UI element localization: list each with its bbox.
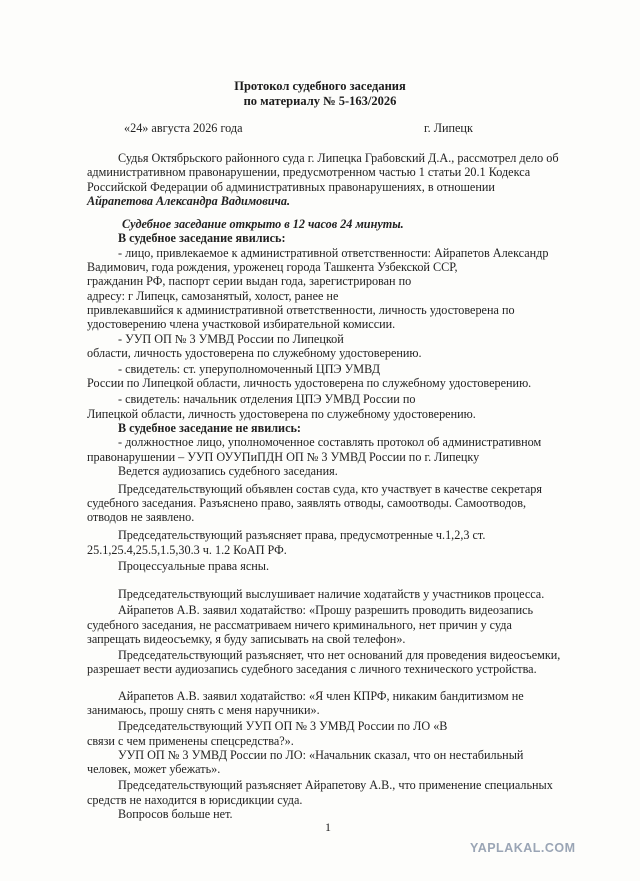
text-line: Российской Федерации об административных правонарушениях, в отношении bbox=[87, 179, 495, 194]
text-line: Айрапетов А.В. заявил ходатайство: «Я член КПРФ, никаким бандитизмом не bbox=[118, 689, 524, 703]
text-line: правонарушении – УУП ОУУПиПДН ОП № 3 УМВД России по г. Липецку bbox=[87, 449, 480, 464]
text-line: Председательствующий разъясняет Айрапетову А.В., что применение специальных bbox=[118, 778, 553, 793]
document-title: Протокол судебного заседания bbox=[234, 79, 406, 93]
text-line: человек, может убежать». bbox=[87, 762, 221, 777]
text-line: судебного заседания, не рассматриваем ничего криминального, нет причин у суда bbox=[87, 617, 512, 632]
text-line: занимаюсь, прошу снять с меня наручники». bbox=[87, 703, 320, 718]
section-heading-absent: В судебное заседание не явились: bbox=[118, 420, 301, 435]
text-line: Председательствующий выслушивает наличие ходатайств у участников процесса. bbox=[118, 587, 545, 602]
text-line: связи с чем применены спецсредства?». bbox=[87, 733, 294, 748]
text-line: Председательствующий разъясняет права, предусмотренные ч.1,2,3 ст. bbox=[118, 528, 486, 543]
text-line: Председательствующий разъясняет, что нет оснований для проведения видеосъемки, bbox=[118, 647, 561, 662]
text-line: привлекавшийся к административной ответственности, личность удостоверена по bbox=[87, 302, 515, 317]
text-line: адресу: г Липецк, самозанятый, холост, ранее не bbox=[87, 288, 339, 303]
text-line: области, личность удостоверена по служебному удостоверению. bbox=[87, 345, 422, 360]
protocol-date: «24» августа 2026 года bbox=[124, 121, 243, 135]
text-line: Липецкой области, личность удостоверена по служебному удостоверению. bbox=[87, 406, 476, 421]
text-line: Судья Октябрьского районного суда г. Липецка Грабовский Д.А., рассмотрел дело об bbox=[118, 151, 559, 165]
text-line: отводов не заявлено. bbox=[87, 510, 195, 525]
text-line: - должностное лицо, уполномоченное составлять протокол об административном bbox=[118, 435, 542, 450]
page-number: 1 bbox=[325, 820, 331, 834]
text-line: запрещать видеосъемку, я буду записывать на свой телефон». bbox=[87, 631, 406, 646]
text-line: - свидетель: начальник отделения ЦПЭ УМВД России по bbox=[118, 392, 416, 407]
text-line: - свидетель: ст. уперуполномоченный ЦПЭ УМВД bbox=[118, 361, 381, 376]
text-line: разрешает вести аудиозапись судебного заседания с личного технического устройства. bbox=[87, 662, 537, 677]
defendant-name: Айрапетова Александра Вадимовича. bbox=[87, 193, 291, 208]
text-line: Айрапетов А.В. заявил ходатайство: «Прошу разрешить проводить видеозапись bbox=[118, 603, 534, 618]
text-line: административном правонарушении, предусмотренном частью 1 статьи 20.1 Кодекса bbox=[87, 165, 531, 180]
text-line: Процессуальные права ясны. bbox=[118, 558, 269, 573]
text-line: Ведется аудиозапись судебного заседания. bbox=[118, 463, 338, 478]
text-line: - лицо, привлекаемое к административной ответственности: Айрапетов Александр bbox=[118, 245, 549, 260]
text-line: России по Липецкой области, личность удостоверена по служебному удостоверению. bbox=[87, 376, 532, 391]
text-line: 25.1,25.4,25.5,1.5,30.3 ч. 1.2 КоАП РФ. bbox=[87, 542, 287, 557]
text-line: УУП ОП № 3 УМВД России по ЛО: «Начальник сказал, что он нестабильный bbox=[118, 748, 524, 762]
session-opened: Судебное заседание открыто в 12 часов 24 минуты. bbox=[122, 217, 404, 232]
text-line: средств не находится в юрисдикции суда. bbox=[87, 792, 303, 807]
section-heading-present: В судебное заседание явились: bbox=[118, 231, 286, 246]
text-line: Председательствующий УУП ОП № 3 УМВД России по ЛО «В bbox=[118, 719, 448, 734]
text-line: Вадимович, года рождения, уроженец города Ташкента Узбекской ССР, bbox=[87, 260, 458, 274]
text-line: Председательствующий объявлен состав суда, кто участвует в качестве секретаря bbox=[118, 481, 542, 496]
site-watermark: YAPLAKAL.COM bbox=[470, 841, 576, 855]
text-line: судебного заседания. Разъяснено право, заявлять отводы, самоотводы. Самоотводов, bbox=[87, 496, 527, 510]
protocol-city: г. Липецк bbox=[424, 121, 473, 135]
document-subtitle: по материалу № 5-163/2026 bbox=[243, 94, 397, 108]
text-line: - УУП ОП № 3 УМВД России по Липецкой bbox=[118, 331, 344, 346]
text-line: гражданин РФ, паспорт серии выдан года, зарегистрирован по bbox=[87, 274, 412, 289]
text-line: Вопросов больше нет. bbox=[118, 807, 233, 821]
text-line: удостоверению члена участковой избирательной комиссии. bbox=[87, 317, 396, 332]
